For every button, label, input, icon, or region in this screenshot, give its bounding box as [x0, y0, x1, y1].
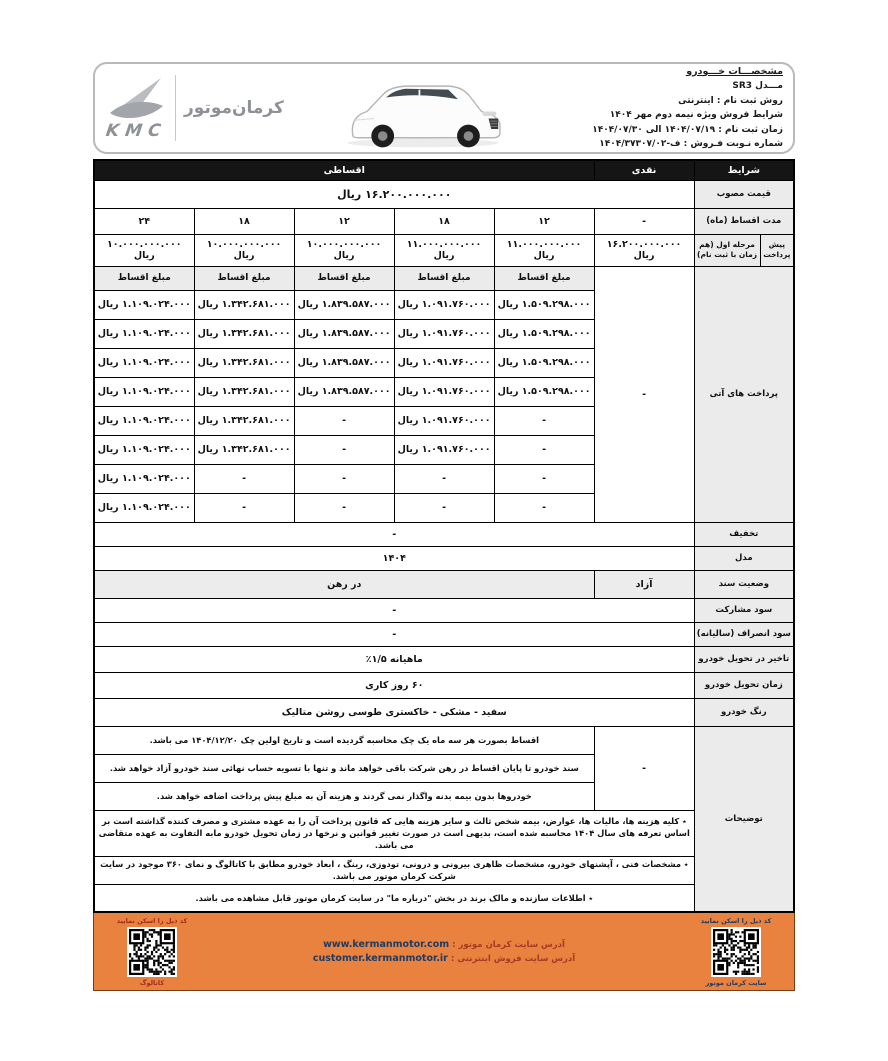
model-value: ۱۴۰۴	[94, 546, 694, 570]
discount-value: -	[94, 522, 694, 546]
brand-name-fa: کرمان‌موتور	[184, 98, 284, 118]
head-conditions: شرایط	[694, 160, 794, 180]
model-row	[94, 546, 794, 570]
installment-cell: ۱.۸۳۹.۵۸۷.۰۰۰ ریال	[294, 319, 394, 348]
installment-amount-header: مبلغ اقساط	[394, 266, 494, 290]
note-item: ٭ اطلاعات سازنده و مالک برند در بخش "درباره ما" در سایت کرمان موتور قابل مشاهده می باشد.	[94, 884, 694, 912]
installment-cell: ۱.۱۰۹.۰۲۴.۰۰۰ ریال	[94, 464, 194, 493]
car-image	[300, 66, 545, 150]
conditions-table	[93, 159, 795, 913]
delivery-time-label: زمان تحویل خودرو	[694, 672, 794, 698]
installment-subheader-row	[94, 266, 794, 290]
installment-cell: ۱.۵۰۹.۲۹۸.۰۰۰ ریال	[494, 290, 594, 319]
site-url: www.kermanmotor.com	[323, 939, 450, 950]
installment-cell: ۱.۸۳۹.۵۸۷.۰۰۰ ریال	[294, 290, 394, 319]
future-payments-label: پرداخت های آتی	[694, 266, 794, 522]
doc-status-row	[94, 570, 794, 598]
qr-caption-top: کد ذیل را اسکن نمایید	[700, 916, 772, 925]
installment-cell: -	[294, 464, 394, 493]
logo-divider	[175, 75, 176, 141]
installment-cell: ۱.۰۹۱.۷۶۰.۰۰۰ ریال	[394, 290, 494, 319]
duration-plan: ۱۲	[494, 208, 594, 234]
discount-row	[94, 522, 794, 546]
installment-cell: ۱.۱۰۹.۰۲۴.۰۰۰ ریال	[94, 493, 194, 522]
shop-address-line: آدرس سایت فروش اینترنتی : customer.kermanmotor.ir	[312, 953, 576, 964]
specs-model: مـــدل SR3	[732, 81, 783, 91]
partnership-interest-label: سود مشارکت	[694, 598, 794, 622]
qr-caption-bottom: سایت کرمان موتور	[705, 978, 767, 987]
discount-label: تخفیف	[694, 522, 794, 546]
installment-cell: ۱.۸۳۹.۵۸۷.۰۰۰ ریال	[294, 377, 394, 406]
color-value: سفید - مشکی - خاکستری طوسی روشن متالیک	[94, 698, 694, 726]
specs-sale-terms: شرایط فروش ویژه نیمه دوم مهر ۱۴۰۴	[609, 110, 783, 120]
installment-cell: ۱.۸۳۹.۵۸۷.۰۰۰ ریال	[294, 348, 394, 377]
note-item: خودروها بدون بیمه بدنه واگذار نمی گردند و هزینه آن به مبلغ پیش پرداخت اضافه خواهد شد.	[94, 782, 594, 810]
installment-cell: -	[394, 464, 494, 493]
installment-cell: -	[294, 435, 394, 464]
installment-amount-header: مبلغ اقساط	[194, 266, 294, 290]
head-cash: نقدی	[594, 160, 694, 180]
duration-plan: ۲۴	[94, 208, 194, 234]
specs-register-time: زمان ثبت نام : ۱۴۰۴/۰۷/۱۹ الی ۱۴۰۴/۰۷/۳۰	[592, 124, 783, 135]
installment-cell: -	[494, 493, 594, 522]
price-sheet	[93, 62, 795, 991]
header	[93, 62, 795, 154]
qr-block-site	[684, 917, 788, 987]
future-payments-cash: -	[594, 266, 694, 522]
vehicle-specs	[545, 65, 783, 152]
downpayment-cash: ۱۶.۲۰۰.۰۰۰.۰۰۰ ریال	[594, 234, 694, 266]
qr-caption-bottom: کاتالوگ	[139, 978, 165, 987]
installment-cell: ۱.۵۰۹.۲۹۸.۰۰۰ ریال	[494, 377, 594, 406]
model-label: مدل	[694, 546, 794, 570]
installment-cell: ۱.۵۰۹.۲۹۸.۰۰۰ ریال	[494, 319, 594, 348]
installment-cell: -	[494, 464, 594, 493]
note-item: اقساط بصورت هر سه ماه یک چک محاسبه گردیده است و تاریخ اولین چک ۱۴۰۴/۱۲/۲۰ می باشد.	[94, 726, 594, 754]
footer-bar	[93, 913, 795, 991]
installment-cell: -	[494, 435, 594, 464]
installment-cell: ۱.۳۴۲.۶۸۱.۰۰۰ ریال	[194, 319, 294, 348]
downpayment-plan: ۱۰.۰۰۰.۰۰۰.۰۰۰ ریال	[194, 234, 294, 266]
cancel-interest-label: سود انصراف (سالیانه)	[694, 622, 794, 646]
installment-cell: ۱.۱۰۹.۰۲۴.۰۰۰ ریال	[94, 348, 194, 377]
duration-plan: ۱۸	[394, 208, 494, 234]
installment-cell: ۱.۰۹۱.۷۶۰.۰۰۰ ریال	[394, 406, 494, 435]
installment-cell: -	[294, 406, 394, 435]
delivery-delay-value: ٪۱/۵ ماهیانه	[94, 646, 694, 672]
kmc-wordmark: KMC	[104, 121, 168, 141]
partnership-interest-row	[94, 598, 794, 622]
duration-cash: -	[594, 208, 694, 234]
downpayment-row	[94, 234, 794, 266]
note-row	[94, 726, 794, 754]
head-installment: اقساطی	[94, 160, 594, 180]
installment-cell: -	[294, 493, 394, 522]
installment-cell: ۱.۱۰۹.۰۲۴.۰۰۰ ریال	[94, 319, 194, 348]
specs-title: مشخصـــات خـــودرو	[686, 65, 783, 77]
note-row	[94, 856, 794, 884]
duration-plan: ۱۲	[294, 208, 394, 234]
qr-block-catalog	[100, 917, 204, 987]
specs-sale-number: شماره نـوبت فـروش : ۱۴۰۴/۳۷۳ف-۰۷/۰۲	[599, 139, 783, 149]
installment-cell: ۱.۱۰۹.۰۲۴.۰۰۰ ریال	[94, 406, 194, 435]
delivery-time-value: ۶۰ روز کاری	[94, 672, 694, 698]
approved-price-label: قیمت مصوب	[694, 180, 794, 208]
cancel-interest-value: -	[94, 622, 694, 646]
installment-cell: ۱.۰۹۱.۷۶۰.۰۰۰ ریال	[394, 319, 494, 348]
installment-cell: ۱.۱۰۹.۰۲۴.۰۰۰ ریال	[94, 290, 194, 319]
footer-links	[204, 939, 684, 964]
note-row	[94, 884, 794, 912]
installment-amount-header: مبلغ اقساط	[94, 266, 194, 290]
downpayment-plan: ۱۰.۰۰۰.۰۰۰.۰۰۰ ریال	[294, 234, 394, 266]
installment-cell: ۱.۳۴۲.۶۸۱.۰۰۰ ریال	[194, 348, 294, 377]
installment-cell: ۱.۵۰۹.۲۹۸.۰۰۰ ریال	[494, 348, 594, 377]
installment-cell: ۱.۳۴۲.۶۸۱.۰۰۰ ریال	[194, 377, 294, 406]
installment-cell: ۱.۰۹۱.۷۶۰.۰۰۰ ریال	[394, 435, 494, 464]
notes-cash: -	[594, 726, 694, 810]
duration-label: مدت اقساط (ماه)	[694, 208, 794, 234]
kmc-swoosh-icon	[105, 75, 167, 119]
downpayment-label: پیش پرداخت	[760, 234, 794, 266]
qr-code-catalog	[127, 927, 177, 977]
installment-cell: ۱.۰۹۱.۷۶۰.۰۰۰ ریال	[394, 377, 494, 406]
note-item: سند خودرو تا پایان اقساط در رهن شرکت باقی خواهد ماند و تنها با تسویه حساب نهائی سند خودرو آزاد خواهد شد.	[94, 754, 594, 782]
installment-amount-header: مبلغ اقساط	[494, 266, 594, 290]
cancel-interest-row	[94, 622, 794, 646]
qr-caption-top: کد ذیل را اسکن نمایید	[116, 916, 188, 925]
downpayment-plan: ۱۱.۰۰۰.۰۰۰.۰۰۰ ریال	[494, 234, 594, 266]
installment-cell: ۱.۰۹۱.۷۶۰.۰۰۰ ریال	[394, 348, 494, 377]
installment-cell: -	[494, 406, 594, 435]
note-item: ٭ کلیه هزینه ها، مالیات ها، عوارض، بیمه شخص ثالث و سایر هزینه هایی که قانون پرداخت آن را به عهده مشتری و مصرف کننده گذاشته است بر اساس تعرفه های سال ۱۴۰۴ محاسبه شده است، بدیهی است در صورت تغییر قوانین و نرخها در زمان تحویل خودرو مابه التفاوت به عهده متقاضی می باشد.	[94, 810, 694, 856]
delivery-time-row	[94, 672, 794, 698]
installment-cell: ۱.۱۰۹.۰۲۴.۰۰۰ ریال	[94, 377, 194, 406]
installment-cell: ۱.۱۰۹.۰۲۴.۰۰۰ ریال	[94, 435, 194, 464]
downpayment-stage-label: مرحله اول (هم زمان با ثبت نام)	[694, 234, 760, 266]
note-row	[94, 810, 794, 856]
installment-cell: ۱.۳۴۲.۶۸۱.۰۰۰ ریال	[194, 406, 294, 435]
installment-cell: ۱.۳۴۲.۶۸۱.۰۰۰ ریال	[194, 435, 294, 464]
partnership-interest-value: -	[94, 598, 694, 622]
specs-register-method: روش ثبت نام : اینترنتی	[678, 95, 783, 106]
table-head-row	[94, 160, 794, 180]
duration-plan: ۱۸	[194, 208, 294, 234]
kmc-logo	[105, 75, 300, 141]
installment-cell: -	[394, 493, 494, 522]
doc-status-label: وضعیت سند	[694, 570, 794, 598]
approved-price-row	[94, 180, 794, 208]
approved-price-value: ۱۶.۲۰۰.۰۰۰.۰۰۰ ریال	[94, 180, 694, 208]
color-label: رنگ خودرو	[694, 698, 794, 726]
installment-cell: -	[194, 493, 294, 522]
installment-cell: -	[194, 464, 294, 493]
site-address-line: آدرس سایت کرمان موتور : www.kermanmotor.com	[323, 939, 565, 950]
duration-row	[94, 208, 794, 234]
shop-url: customer.kermanmotor.ir	[312, 953, 448, 964]
color-row	[94, 698, 794, 726]
installment-cell: ۱.۳۴۲.۶۸۱.۰۰۰ ریال	[194, 290, 294, 319]
note-item: ٭ مشخصات فنی ، آپشنهای خودرو، مشخصات ظاهری بیرونی و درونی، تودوزی، رینگ ، ابعاد خودرو مطابق با کاتالوگ و نمای ۳۶۰ موجود در سایت شرکت کرمان موتور می باشد.	[94, 856, 694, 884]
doc-status-cash: آزاد	[594, 570, 694, 598]
delivery-delay-row	[94, 646, 794, 672]
downpayment-plan: ۱۰.۰۰۰.۰۰۰.۰۰۰ ریال	[94, 234, 194, 266]
doc-status-installment: در رهن	[94, 570, 594, 598]
delivery-delay-label: تاخیر در تحویل خودرو	[694, 646, 794, 672]
installment-amount-header: مبلغ اقساط	[294, 266, 394, 290]
notes-label: توضیحات	[694, 726, 794, 912]
qr-code-site	[711, 927, 761, 977]
downpayment-plan: ۱۱.۰۰۰.۰۰۰.۰۰۰ ریال	[394, 234, 494, 266]
